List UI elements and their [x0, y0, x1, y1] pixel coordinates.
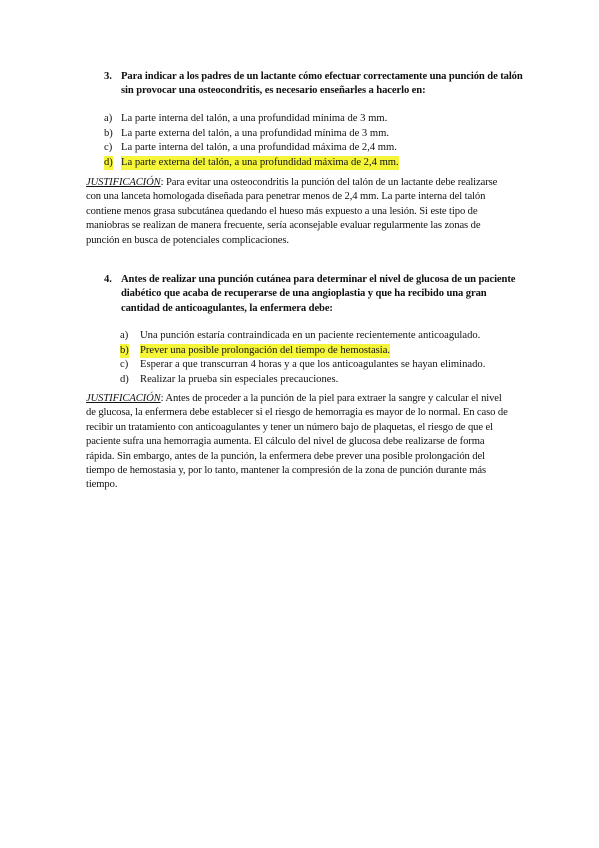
option-text: La parte externa del talón, a una profundidad mínima de 3 mm. [121, 127, 389, 139]
question-number: 3. [104, 71, 112, 82]
option-text-highlighted: La parte externa del talón, a una profundidad máxima de 2,4 mm. [121, 156, 399, 170]
justification-text: : Para evitar una osteocondritis la punción del talón de un lactante debe realizarse con una lanceta homologada diseñada para penetrar menos de 2,4 mm. La parte interna del talón contiene menos grasa subcutánea quedando el hueso más expuesto a una lesión. Si este tipo de maniobras se realizan de manera frecuente, sería aconsejable evaluar regularmente las zonas de punción en busca de potenciales complicaciones. [86, 177, 498, 246]
option-letter: d) [104, 156, 113, 170]
option-letter: c) [104, 142, 113, 153]
option-text-highlighted: Prever una posible prolongación del tiempo de hemostasia. [140, 344, 390, 358]
question-3-justification [86, 176, 514, 248]
option-b [104, 127, 524, 142]
question-3 [104, 70, 524, 99]
option-c [104, 358, 524, 373]
justification-text: : Antes de proceder a la punción de la piel para extraer la sangre y calcular el nivel de glucosa, la enfermera debe establecer si el riesgo de hemorragia es mayor de lo normal. En caso de recibir un tratamiento con anticoagulantes y tener un número bajo de plaquetas, el riesgo de que el paciente sufra una hemorragia aumenta. El cálculo del nivel de glucosa debe realizarse de forma rápida. Sin embargo, antes de la punción, la enfermera debe prever una posible prolongación del tiempo de hemostasia y, por lo tanto, mantener la compresión de la zona de punción durante más tiempo. [86, 393, 508, 491]
option-text: La parte interna del talón, a una profundidad máxima de 2,4 mm. [121, 142, 397, 153]
option-b-correct [104, 344, 524, 359]
question-4 [104, 273, 524, 316]
option-a [104, 329, 524, 344]
option-letter: a) [120, 330, 129, 341]
justification-label: JUSTIFICACIÓN [86, 177, 161, 188]
question-4-justification [86, 392, 514, 493]
option-letter: a) [104, 113, 113, 124]
option-text: Una punción estaría contraindicada en un paciente recientemente anticoagulado. [140, 330, 481, 341]
option-c [104, 141, 524, 156]
option-a [104, 112, 524, 127]
option-d-correct [104, 156, 524, 171]
option-text: Esperar a que transcurran 4 horas y a que los anticoagulantes se hayan eliminado. [140, 359, 486, 370]
option-letter: d) [120, 373, 129, 385]
option-d [104, 373, 524, 388]
question-number: 4. [104, 274, 112, 285]
justification-label: JUSTIFICACIÓN [86, 393, 161, 404]
question-4-options [104, 329, 524, 387]
option-letter: c) [120, 359, 129, 370]
question-text: Antes de realizar una punción cutánea para determinar el nivel de glucosa de un paciente diabético que acaba de recuperarse de una angioplastia y que ha recibido una gran cantidad de anticoagulantes, la enfermera debe: [121, 274, 516, 314]
option-text: La parte interna del talón, a una profundidad mínima de 3 mm. [121, 113, 388, 124]
question-3-options [104, 112, 524, 170]
option-letter: b) [104, 127, 113, 139]
question-text: Para indicar a los padres de un lactante cómo efectuar correctamente una punción de talón sin provocar una osteocondritis, es necesario enseñarles a hacerlo en: [121, 71, 523, 97]
option-letter: b) [120, 344, 129, 358]
option-text: Realizar la prueba sin especiales precauciones. [140, 373, 339, 385]
